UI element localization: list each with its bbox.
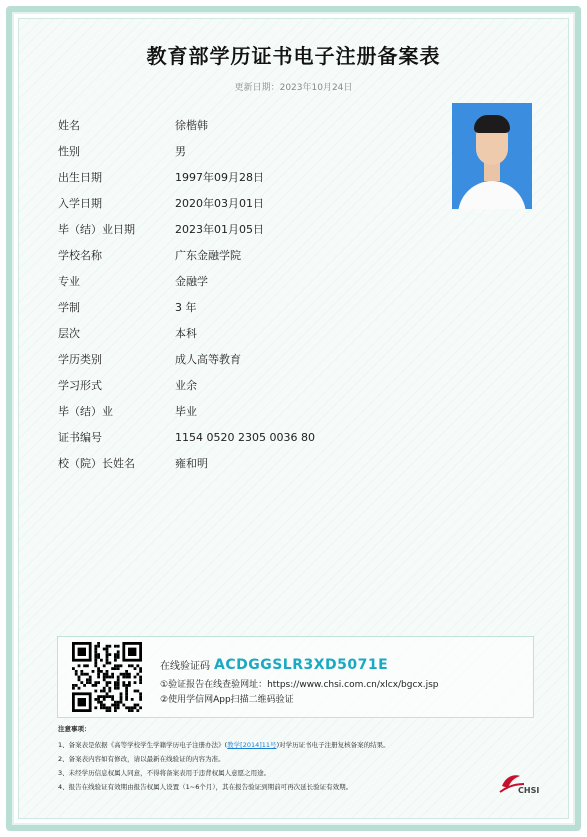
field-value: 雍和明: [175, 457, 208, 470]
field-row-level: [58, 320, 418, 346]
field-label: 学历类别: [58, 353, 102, 366]
field-label: 层次: [58, 327, 80, 340]
field-row-principal: [58, 450, 418, 476]
verification-panel: [57, 636, 534, 718]
field-label: 毕（结）业: [58, 405, 113, 418]
field-row-certificate-number: [58, 424, 418, 450]
regulation-link[interactable]: 教学[2014]11号: [227, 741, 277, 749]
note-item: 1、备案表是依据《高等学校学生学籍学历电子注册办法》(教学[2014]11号)对学历证书电子注册复核备案的结果。: [58, 741, 390, 749]
verify-code-label: 在线验证码: [160, 661, 210, 672]
field-value: 1154 0520 2305 0036 80: [175, 430, 315, 444]
field-value: 1997年09月28日: [175, 171, 264, 184]
field-label: 学习形式: [58, 379, 102, 392]
field-row-name: [58, 112, 418, 138]
field-label: 学制: [58, 301, 80, 314]
logo-text: CHSI: [518, 786, 540, 795]
info-fields: [58, 112, 418, 476]
field-value: 男: [175, 145, 186, 158]
verify-code-line: [160, 657, 388, 673]
field-row-education-type: [58, 346, 418, 372]
verify-code: ACDGGSLR3XD5071E: [214, 657, 389, 673]
field-value: 毕业: [175, 405, 197, 418]
verify-url-text: ①验证报告在线查验网址：https://www.chsi.com.cn/xlcx/bgcx.jsp: [160, 680, 439, 690]
field-value: 广东金融学院: [175, 249, 241, 262]
verify-app-text: ②使用学信网App扫描二维码验证: [160, 695, 294, 705]
field-row-birth-date: [58, 164, 418, 190]
field-value: 金融学: [175, 275, 208, 288]
note-item: 4、报告在线验证有效期由报告权属人设置（1~6个月），其在报告验证到期前可再次延长验证有效期。: [58, 783, 353, 791]
field-row-gender: [58, 138, 418, 164]
note-item: 2、备案表内容如有修改，请以最新在线验证的内容为准。: [58, 755, 225, 763]
field-label: 证书编号: [58, 431, 102, 444]
notes-title: 注意事项：: [58, 725, 91, 733]
field-row-school: [58, 242, 418, 268]
qr-code-icon[interactable]: [72, 642, 142, 712]
field-row-major: [58, 268, 418, 294]
notes-section: [58, 724, 498, 794]
field-row-graduation-date: [58, 216, 418, 242]
field-label: 毕（结）业日期: [58, 223, 135, 236]
note-item: 3、未经学历信息权属人同意，不得将备案表用于违背权属人意愿之用途。: [58, 769, 271, 777]
field-label: 学校名称: [58, 249, 102, 262]
field-row-study-mode: [58, 372, 418, 398]
field-label: 姓名: [58, 119, 80, 132]
field-label: 专业: [58, 275, 80, 288]
field-value: 业余: [175, 379, 197, 392]
id-photo: [452, 103, 532, 209]
field-row-enroll-date: [58, 190, 418, 216]
field-label: 校（院）长姓名: [58, 457, 135, 470]
update-date: 更新日期：2023年10月24日: [234, 83, 353, 93]
field-row-completion: [58, 398, 418, 424]
field-value: 2020年03月01日: [175, 197, 264, 210]
field-row-duration: [58, 294, 418, 320]
field-value: 3 年: [175, 301, 197, 314]
field-label: 入学日期: [58, 197, 102, 210]
field-value: 成人高等教育: [175, 353, 241, 366]
field-value: 2023年01月05日: [175, 223, 264, 236]
page-title: 教育部学历证书电子注册备案表: [146, 44, 441, 68]
field-label: 出生日期: [58, 171, 102, 184]
field-value: 徐楷韩: [175, 119, 208, 132]
field-label: 性别: [58, 145, 80, 158]
field-value: 本科: [175, 327, 197, 340]
